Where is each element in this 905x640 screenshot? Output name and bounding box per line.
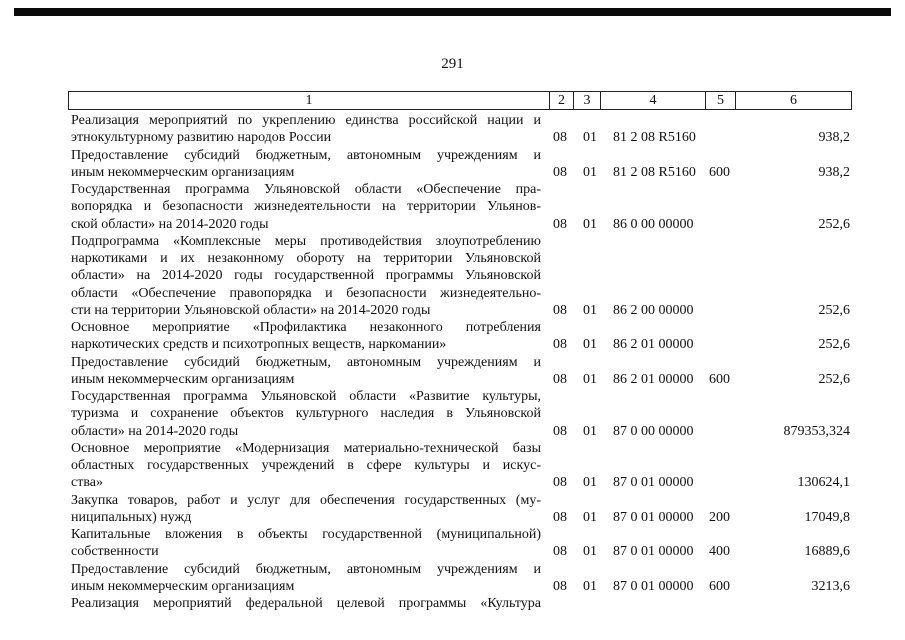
row-description <box>71 233 541 319</box>
amount: 252,6 <box>818 371 850 387</box>
description-line: Предоставление субсидий бюджетным, автономным учреждениям и <box>71 354 541 370</box>
table-row <box>71 354 850 389</box>
table-row <box>71 181 850 233</box>
table-row <box>71 147 850 182</box>
section-code: 08 <box>553 475 567 491</box>
description-line: Реализация мероприятий по укреплению единства российской нации и <box>71 113 541 128</box>
row-description <box>71 147 541 182</box>
description-line: Основное мероприятие «Модернизация материально-технической базы <box>71 440 541 456</box>
amount: 130624,1 <box>797 475 850 491</box>
subsection-code: 01 <box>583 423 597 439</box>
section-code: 08 <box>553 130 567 146</box>
table-row <box>71 492 850 527</box>
description-line: Подпрограмма «Комплексные меры противодействия злоупотреблению <box>71 233 541 249</box>
description-line: наркотиками и их незаконному обороту на территории Ульяновской <box>71 251 541 266</box>
section-code: 08 <box>553 423 567 439</box>
description-line: собственности <box>71 544 159 560</box>
row-description <box>71 440 541 492</box>
amount: 938,2 <box>818 130 850 146</box>
subsection-code: 01 <box>583 302 597 318</box>
target-article-code: 81 2 08 R5160 <box>613 130 696 146</box>
subsection-code: 01 <box>583 216 597 232</box>
top-border-bar <box>14 8 891 16</box>
table-row <box>71 319 850 354</box>
subsection-code: 01 <box>583 371 597 387</box>
table-row <box>71 595 850 612</box>
row-description <box>71 526 541 561</box>
table-row <box>71 388 850 440</box>
description-line: ниципальных) нужд <box>71 509 192 525</box>
table-header <box>68 91 852 110</box>
target-article-code: 86 2 00 00000 <box>613 302 694 318</box>
description-line: туризма и сохранение объектов культурного наследия в Ульяновской <box>71 406 541 422</box>
table-row <box>71 112 850 147</box>
expense-type-code: 400 <box>709 544 730 560</box>
row-description <box>71 354 541 389</box>
description-line: ства» <box>71 475 103 491</box>
subsection-code: 01 <box>583 130 597 146</box>
description-line: области» на 2014-2020 годы государственной программы Ульяновской <box>71 268 541 284</box>
subsection-code: 01 <box>583 164 597 180</box>
description-line: Предоставление субсидий бюджетным, автономным учреждениям и <box>71 147 541 163</box>
description-line: Реализация мероприятий федеральной целевой программы «Культура <box>71 596 541 611</box>
amount: 16889,6 <box>804 544 850 560</box>
description-line: Основное мероприятие «Профилактика незаконного потребления <box>71 320 541 335</box>
description-line: вопорядка и безопасности жизнедеятельности на территории Ульянов- <box>71 199 541 215</box>
description-line: иным некоммерческим организациям <box>71 371 295 387</box>
target-article-code: 87 0 00 00000 <box>613 423 694 439</box>
target-article-code: 81 2 08 R5160 <box>613 164 696 180</box>
table-row <box>71 440 850 492</box>
expense-type-code: 600 <box>709 371 730 387</box>
subsection-code: 01 <box>583 337 597 353</box>
amount: 879353,324 <box>783 423 850 439</box>
row-description <box>71 388 541 440</box>
target-article-code: 87 0 01 00000 <box>613 578 694 594</box>
header-col-4: 4 <box>601 92 706 109</box>
subsection-code: 01 <box>583 544 597 560</box>
description-line: области» на 2014-2020 годы <box>71 423 239 439</box>
row-description <box>71 319 541 354</box>
header-col-3: 3 <box>574 92 601 109</box>
table-row <box>71 526 850 561</box>
section-code: 08 <box>553 337 567 353</box>
section-code: 08 <box>553 544 567 560</box>
row-description <box>71 492 541 527</box>
target-article-code: 86 0 00 00000 <box>613 216 694 232</box>
description-line: Государственная программа Ульяновской области «Развитие культуры, <box>71 389 541 404</box>
header-col-1: 1 <box>69 92 550 109</box>
expense-type-code: 200 <box>709 509 730 525</box>
target-article-code: 87 0 01 00000 <box>613 475 694 491</box>
subsection-code: 01 <box>583 509 597 525</box>
target-article-code: 86 2 01 00000 <box>613 371 694 387</box>
target-article-code: 87 0 01 00000 <box>613 544 694 560</box>
amount: 17049,8 <box>804 509 850 525</box>
row-description <box>71 181 541 233</box>
header-col-6: 6 <box>790 93 797 108</box>
section-code: 08 <box>553 302 567 318</box>
subsection-code: 01 <box>583 578 597 594</box>
subsection-code: 01 <box>583 475 597 491</box>
description-line: наркотических средств и психотропных веществ, наркомании» <box>71 337 447 353</box>
description-line: сти на территории Ульяновской области» на 2014-2020 годы <box>71 302 431 318</box>
table-row <box>71 233 850 319</box>
expense-type-code: 600 <box>709 578 730 594</box>
section-code: 08 <box>553 578 567 594</box>
description-line: иным некоммерческим организациям <box>71 164 295 180</box>
amount: 3213,6 <box>811 578 850 594</box>
description-line: Закупка товаров, работ и услуг для обеспечения государственных (му- <box>71 492 541 508</box>
section-code: 08 <box>553 371 567 387</box>
description-line: областных государственных учреждений в сфере культуры и искус- <box>71 458 541 473</box>
row-description <box>71 112 541 147</box>
header-col-2: 2 <box>550 92 574 109</box>
description-line: области «Обеспечение правопорядка и безопасности жизнедеятельно- <box>71 285 541 301</box>
description-line: Государственная программа Ульяновской области «Обеспечение пра- <box>71 182 541 197</box>
section-code: 08 <box>553 509 567 525</box>
amount: 252,6 <box>818 216 850 232</box>
description-line: ской области» на 2014-2020 годы <box>71 216 269 232</box>
target-article-code: 87 0 01 00000 <box>613 509 694 525</box>
row-description <box>71 595 541 612</box>
row-description <box>71 561 541 596</box>
target-article-code: 86 2 01 00000 <box>613 337 694 353</box>
expense-type-code: 600 <box>709 164 730 180</box>
amount: 938,2 <box>818 164 850 180</box>
section-code: 08 <box>553 164 567 180</box>
page-number: 291 <box>441 56 464 72</box>
section-code: 08 <box>553 216 567 232</box>
table-row <box>71 561 850 596</box>
description-line: этнокультурному развитию народов России <box>71 130 332 146</box>
amount: 252,6 <box>818 337 850 353</box>
description-line: Капитальные вложения в объекты государственной (муниципальной) <box>71 527 541 542</box>
amount: 252,6 <box>818 302 850 318</box>
description-line: Предоставление субсидий бюджетным, автономным учреждениям и <box>71 561 541 577</box>
description-line: иным некоммерческим организациям <box>71 578 295 594</box>
header-col-5: 5 <box>706 92 736 109</box>
table-body <box>71 112 850 612</box>
